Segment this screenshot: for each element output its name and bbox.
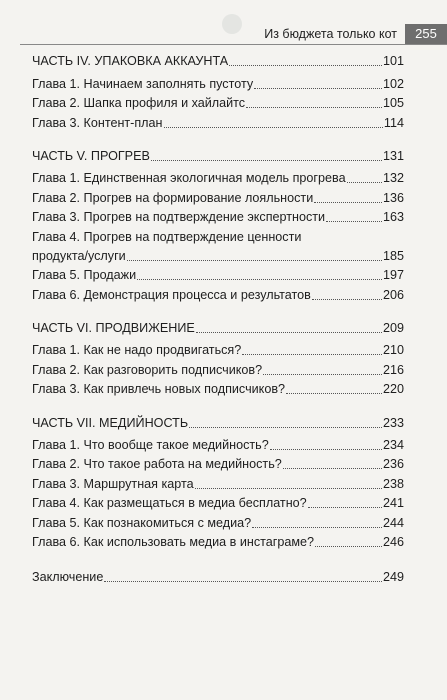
toc-chapter-title: Глава 2. Прогрев на формирование лояльности — [32, 190, 314, 205]
toc-chapter-row — [32, 74, 404, 93]
toc-chapter-title: Глава 5. Продажи — [32, 268, 137, 283]
toc-page-number: 136 — [382, 190, 404, 205]
toc-part-title: ЧАСТЬ VII. МЕДИЙНОСТЬ — [32, 415, 189, 430]
toc-chapter-title: Глава 3. Маршрутная карта — [32, 476, 194, 491]
toc-part-row — [32, 147, 404, 166]
toc-chapter-row — [32, 341, 404, 360]
header-divider — [20, 44, 447, 45]
toc-section-part-6 — [32, 319, 404, 400]
dot-leader — [263, 374, 382, 375]
dot-leader — [164, 127, 383, 128]
toc-chapter-title: Глава 2. Как разговорить подписчиков? — [32, 362, 263, 377]
toc-chapter-row — [32, 113, 404, 132]
toc-chapter-row — [32, 494, 404, 513]
toc-page-number: 238 — [382, 476, 404, 491]
toc-page-number: 102 — [382, 76, 404, 91]
toc-chapter-row — [32, 188, 404, 207]
dot-leader — [151, 160, 382, 161]
toc-chapter-row — [32, 455, 404, 474]
toc-chapter-row-line2 — [32, 247, 404, 266]
toc-page-number: 206 — [382, 287, 404, 302]
dot-leader — [252, 527, 382, 528]
toc-section-part-5 — [32, 147, 404, 305]
table-of-contents — [32, 52, 404, 599]
toc-chapter-title: Глава 4. Как размещаться в медиа бесплатно? — [32, 496, 307, 511]
dot-leader — [104, 581, 382, 582]
running-header-title: Из бюджета только кот — [264, 27, 397, 41]
dot-leader — [246, 107, 382, 108]
dot-leader — [283, 468, 382, 469]
toc-page-number: 209 — [382, 321, 404, 336]
toc-page-number: 241 — [382, 496, 404, 511]
toc-page-number: 244 — [382, 515, 404, 530]
toc-chapter-title: Глава 6. Демонстрация процесса и результатов — [32, 287, 311, 302]
toc-chapter-row — [32, 533, 404, 552]
toc-chapter-title: Глава 1. Как не надо продвигаться? — [32, 343, 242, 358]
toc-chapter-row — [32, 94, 404, 113]
dot-leader — [347, 182, 382, 183]
dot-leader — [286, 393, 382, 394]
toc-section-part-4 — [32, 52, 404, 133]
dot-leader — [308, 507, 382, 508]
toc-page-number: 210 — [382, 343, 404, 358]
toc-page-number: 197 — [382, 268, 404, 283]
toc-page-number: 220 — [382, 382, 404, 397]
toc-conclusion-row — [32, 568, 404, 587]
toc-conclusion-title: Заключение — [32, 570, 104, 585]
dot-leader — [189, 427, 382, 428]
toc-chapter-row — [32, 360, 404, 379]
dot-leader — [326, 221, 382, 222]
toc-section-part-7 — [32, 413, 404, 552]
toc-part-row — [32, 413, 404, 432]
dot-leader — [195, 488, 382, 489]
toc-page-number: 101 — [382, 54, 404, 69]
dot-leader — [270, 449, 382, 450]
toc-chapter-row — [32, 474, 404, 493]
toc-page-number: 249 — [382, 570, 404, 585]
toc-part-title: ЧАСТЬ VI. ПРОДВИЖЕНИЕ — [32, 321, 195, 336]
toc-chapter-title: Глава 2. Шапка профиля и хайлайтс — [32, 96, 246, 111]
toc-chapter-row — [32, 436, 404, 455]
dot-leader — [127, 260, 382, 261]
toc-chapter-row — [32, 513, 404, 532]
toc-chapter-title: Глава 1. Начинаем заполнять пустоту — [32, 76, 254, 91]
toc-chapter-row — [32, 285, 404, 304]
toc-section-conclusion — [32, 568, 404, 587]
toc-page-number: 233 — [382, 415, 404, 430]
toc-chapter-title-continued: продукта/услуги — [32, 248, 126, 263]
dot-leader — [242, 354, 382, 355]
toc-chapter-title: Глава 5. Как познакомиться с медиа? — [32, 515, 252, 530]
toc-page-number: 234 — [382, 438, 404, 453]
toc-page-number: 246 — [382, 534, 404, 549]
toc-page-number: 114 — [383, 115, 404, 130]
dot-leader — [254, 88, 382, 89]
toc-part-row — [32, 52, 404, 71]
dot-leader — [229, 65, 382, 66]
toc-chapter-title: Глава 3. Прогрев на подтверждение экспертности — [32, 210, 326, 225]
toc-chapter-row-line1 — [32, 227, 404, 246]
toc-chapter-title: Глава 2. Что такое работа на медийность? — [32, 457, 282, 472]
toc-page-number: 132 — [382, 171, 404, 186]
toc-chapter-title: Глава 3. Как привлечь новых подписчиков? — [32, 382, 286, 397]
toc-part-title: ЧАСТЬ V. ПРОГРЕВ — [32, 148, 150, 163]
toc-page-number: 163 — [382, 210, 404, 225]
page-number: 255 — [405, 24, 447, 44]
toc-part-title: ЧАСТЬ IV. УПАКОВКА АККАУНТА — [32, 54, 229, 69]
toc-part-row — [32, 319, 404, 338]
toc-chapter-title: Глава 3. Контент-план — [32, 115, 163, 130]
dot-leader — [196, 332, 382, 333]
toc-page-number: 236 — [382, 457, 404, 472]
toc-page-number: 131 — [382, 148, 404, 163]
toc-chapter-row — [32, 380, 404, 399]
running-header — [0, 24, 447, 44]
dot-leader — [137, 279, 382, 280]
dot-leader — [315, 546, 382, 547]
toc-chapter-title: Глава 4. Прогрев на подтверждение ценности — [32, 229, 302, 244]
toc-chapter-title: Глава 6. Как использовать медиа в инстаграме? — [32, 534, 315, 549]
toc-page-number: 185 — [382, 248, 404, 263]
toc-chapter-title: Глава 1. Что вообще такое медийность? — [32, 438, 269, 453]
dot-leader — [312, 299, 382, 300]
toc-chapter-title: Глава 1. Единственная экологичная модель прогрева — [32, 171, 346, 186]
toc-page-number: 216 — [382, 362, 404, 377]
toc-chapter-row — [32, 208, 404, 227]
toc-page-number: 105 — [382, 96, 404, 111]
dot-leader — [314, 202, 382, 203]
toc-chapter-row — [32, 169, 404, 188]
toc-chapter-row — [32, 266, 404, 285]
